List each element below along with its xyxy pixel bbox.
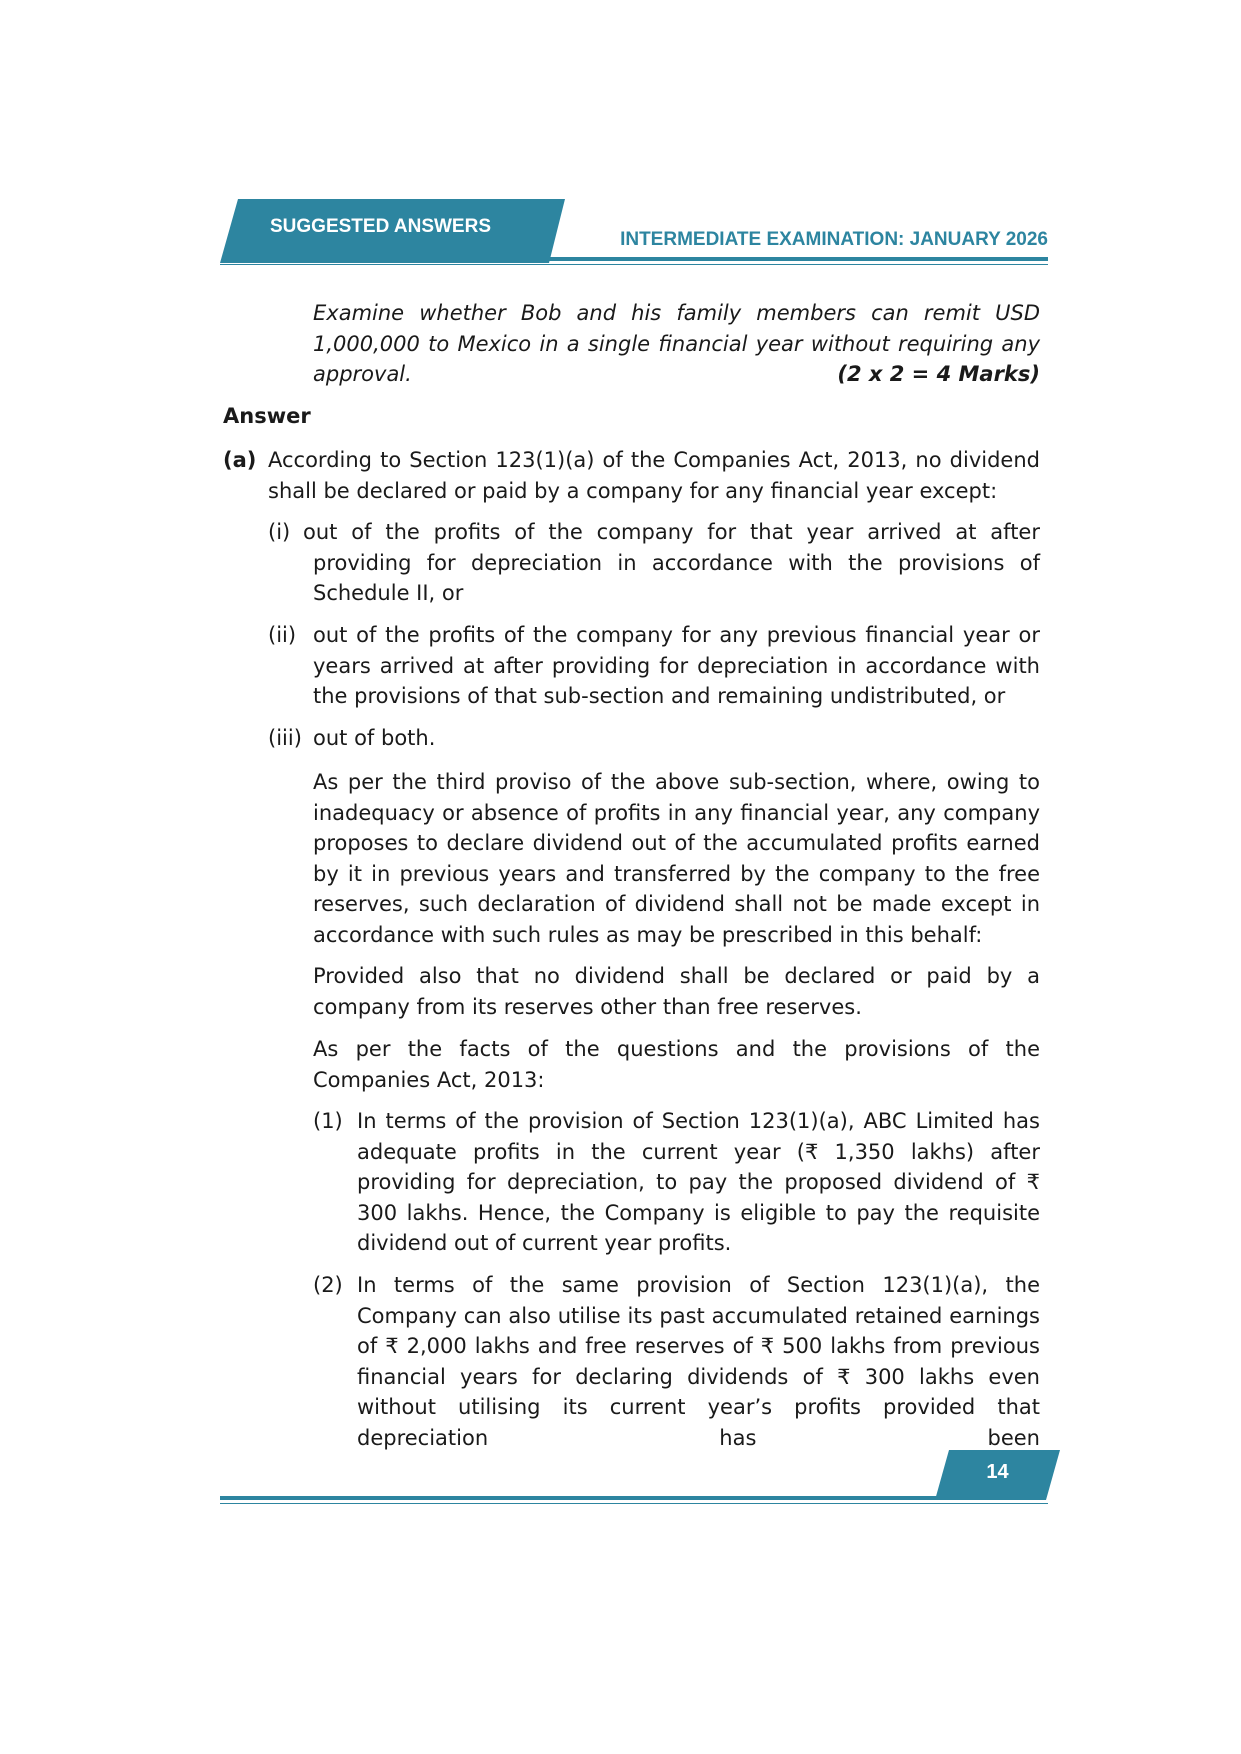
part-a-label: (a) [223, 448, 257, 472]
item-ii-text: out of the profits of the company for any previous financial year or years arrived at after providing for depreciation in accordance with the provisions of that sub-section and remaining undistributed, or [313, 623, 1040, 708]
item-i-text: out of the profits of the company for that year arrived at after providing for depreciation in accordance with the provisions of Schedule II, or [303, 520, 1040, 605]
header-rule-thin [220, 264, 1048, 265]
facts-paragraph: As per the facts of the questions and the provisions of the Companies Act, 2013: [313, 1037, 1040, 1092]
item-iii-text: out of both. [313, 726, 436, 750]
provided-also-paragraph: Provided also that no dividend shall be declared or paid by a company from its reserves other than free reserves. [313, 964, 1040, 1019]
header-rule-thick [548, 257, 1048, 261]
part-a-intro: According to Section 123(1)(a) of the Companies Act, 2013, no dividend shall be declared or paid by a company for any financial year except: [268, 448, 1040, 503]
question-text: Examine whether Bob and his family members can remit USD 1,000,000 to Mexico in a single financial year without requiring any [313, 301, 1040, 356]
point-2-num: (2) [313, 1273, 343, 1297]
footer-rule-thick [220, 1496, 992, 1500]
item-iii-num: (iii) [268, 726, 302, 750]
question-last-word: approval. [313, 362, 412, 386]
exam-title: INTERMEDIATE EXAMINATION: JANUARY 2026 [620, 229, 1048, 250]
point-2-text: In terms of the same provision of Section 123(1)(a), the Company can also utilise its past accumulated retained earnings of ₹ 2,000 lakhs and free reserves of ₹ 500 lakhs from previous financial years for declaring dividends of ₹ 300 lakhs even without utilising its current year’s profits provided that depreciation has been [357, 1273, 1040, 1450]
question-last-line [313, 359, 1040, 390]
item-i-num: (i) [268, 520, 291, 544]
header-tab-label: SUGGESTED ANSWERS [270, 216, 491, 237]
proviso-paragraph: As per the third proviso of the above sub-section, where, owing to inadequacy or absence of profits in any financial year, any company proposes to declare dividend out of the accumulated profits earned by it in previous years and transferred by the company to the free reserves, such declaration of dividend shall not be made except in accordance with such rules as may be prescribed in this behalf: [313, 770, 1040, 947]
answer-heading: Answer [223, 404, 311, 428]
marks-label: (2 x 2 = 4 Marks) [837, 362, 1040, 386]
point-1-text: In terms of the provision of Section 123(1)(a), ABC Limited has adequate profits in the current year (₹ 1,350 lakhs) after providing for depreciation, to pay the proposed dividend of ₹ 300 lakhs. Hence, the Company is eligible to pay the requisite dividend out of current year profits. [357, 1109, 1040, 1255]
point-1-num: (1) [313, 1109, 343, 1133]
item-ii-num: (ii) [268, 623, 297, 647]
page-number: 14 [986, 1461, 1009, 1483]
footer-rule-thin [220, 1503, 1048, 1504]
